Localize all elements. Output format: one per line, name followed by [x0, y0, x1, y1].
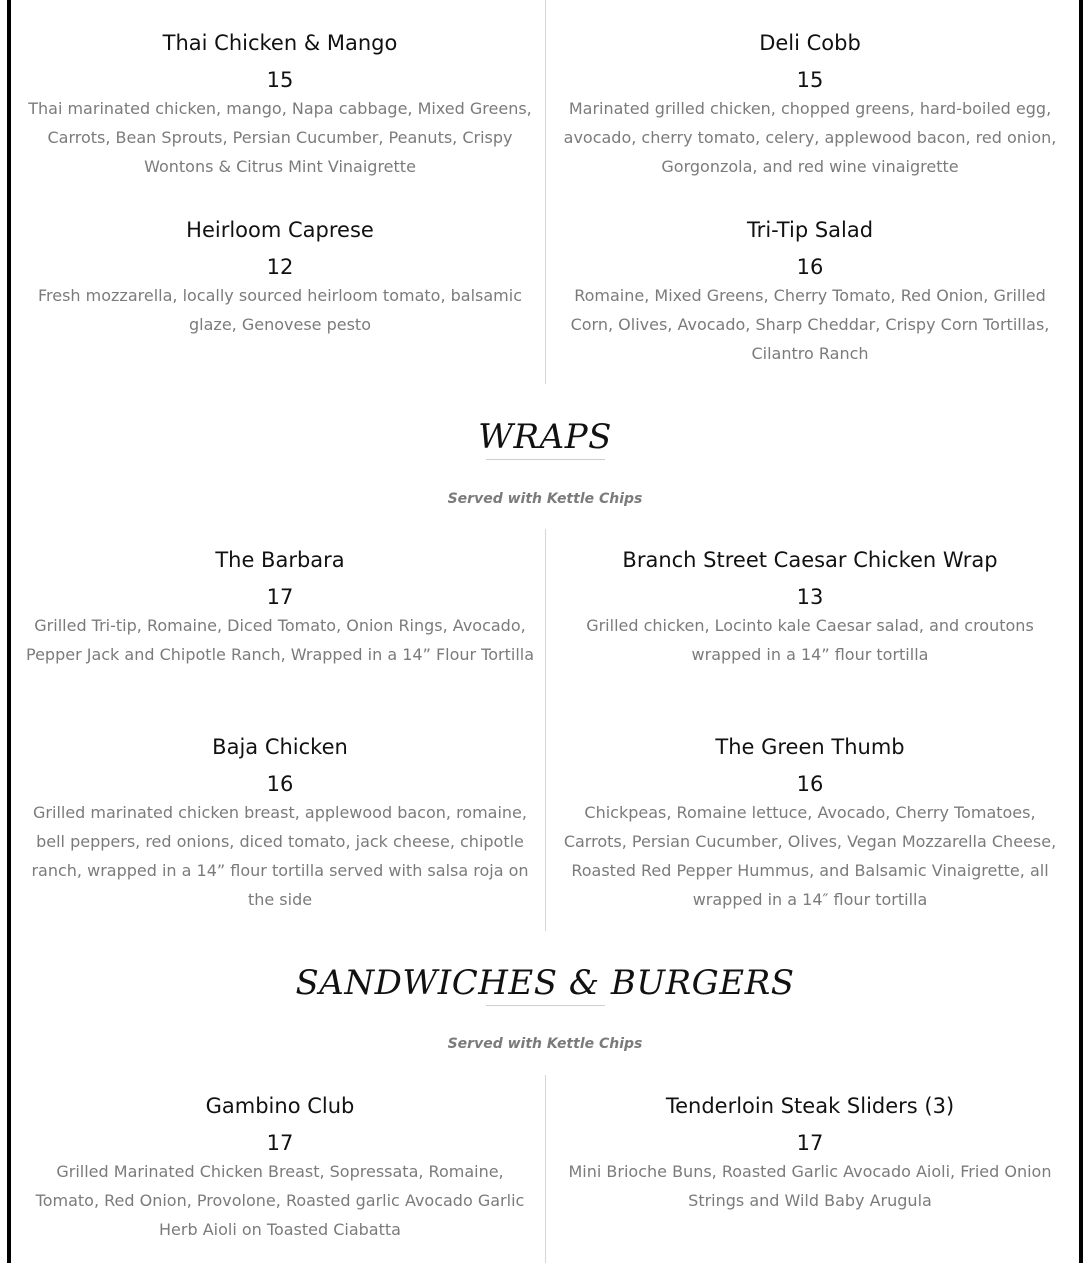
item-description: Mini Brioche Buns, Roasted Garlic Avocado Aioli, Fried Onion Strings and Wild Baby Arugula [568, 1162, 1052, 1210]
item-price: 16 [796, 772, 824, 796]
item-price: 13 [796, 585, 824, 609]
column-divider [545, 1075, 546, 1263]
menu-item [555, 547, 1065, 669]
item-description: Chickpeas, Romaine lettuce, Avocado, Cherry Tomatoes, Carrots, Persian Cucumber, Olives, Vegan Mozzarella Cheese, Roasted Red Pepper Hummus, and Balsamic Vinaigrette, all wrapped in a 14″ flour tortilla [563, 803, 1057, 909]
item-description: Grilled marinated chicken breast, applewood bacon, romaine, bell peppers, red onions, diced tomato, jack cheese, chipotle ranch, wrapped in a 14” flour tortilla served with salsa roja on the side [31, 803, 529, 909]
item-price: 15 [796, 68, 824, 92]
item-name: Thai Chicken & Mango [162, 31, 398, 55]
page-frame-right [1079, 0, 1083, 1263]
menu-item [25, 1093, 535, 1244]
menu-item [25, 217, 535, 339]
column-divider [545, 529, 546, 931]
item-description: Grilled Marinated Chicken Breast, Sopressata, Romaine, Tomato, Red Onion, Provolone, Roasted garlic Avocado Garlic Herb Aioli on Toasted Ciabatta [35, 1162, 525, 1239]
item-description: Grilled Tri-tip, Romaine, Diced Tomato, Onion Rings, Avocado, Pepper Jack and Chipotle Ranch, Wrapped in a 14” Flour Tortilla [25, 616, 535, 664]
item-name: Tenderloin Steak Sliders (3) [665, 1094, 955, 1118]
item-price: 16 [266, 772, 294, 796]
item-price: 17 [266, 1131, 294, 1155]
item-name: Heirloom Caprese [186, 218, 374, 242]
item-name: Baja Chicken [212, 735, 348, 759]
section-subtitle-sandwiches: Served with Kettle Chips [447, 1036, 643, 1052]
menu-item [25, 547, 535, 669]
item-name: Tri-Tip Salad [746, 218, 874, 242]
item-price: 16 [796, 255, 824, 279]
section-subtitle-wraps: Served with Kettle Chips [447, 491, 643, 507]
item-price: 12 [266, 255, 294, 279]
item-name: Gambino Club [205, 1094, 355, 1118]
item-name: Branch Street Caesar Chicken Wrap [622, 548, 998, 572]
item-description: Fresh mozzarella, locally sourced heirloom tomato, balsamic glaze, Genovese pesto [37, 286, 522, 334]
page-frame-left [7, 0, 11, 1263]
item-description: Thai marinated chicken, mango, Napa cabbage, Mixed Greens, Carrots, Bean Sprouts, Persian Cucumber, Peanuts, Crispy Wontons & Citrus Mint Vinaigrette [28, 99, 532, 176]
item-price: 17 [796, 1131, 824, 1155]
section-title-sandwiches-burgers: SANDWICHES & BURGERS [295, 963, 795, 1003]
item-name: The Barbara [215, 548, 345, 572]
column-divider [545, 0, 546, 384]
menu-item [555, 30, 1065, 181]
item-name: The Green Thumb [715, 735, 905, 759]
menu-item [555, 217, 1065, 368]
menu-item [555, 734, 1065, 914]
menu-item [555, 1093, 1065, 1215]
menu-item [25, 734, 535, 914]
item-description: Romaine, Mixed Greens, Cherry Tomato, Red Onion, Grilled Corn, Olives, Avocado, Sharp Cheddar, Crispy Corn Tortillas, Cilantro Ranch [570, 286, 1050, 363]
item-description: Grilled chicken, Locinto kale Caesar salad, and croutons wrapped in a 14” flour tortilla [586, 616, 1034, 664]
section-underline [486, 459, 605, 460]
item-price: 17 [266, 585, 294, 609]
item-description: Marinated grilled chicken, chopped greens, hard-boiled egg, avocado, cherry tomato, celery, applewood bacon, red onion, Gorgonzola, and red wine vinaigrette [563, 99, 1057, 176]
section-underline [486, 1005, 605, 1006]
menu-item [25, 30, 535, 181]
item-name: Deli Cobb [759, 31, 861, 55]
section-title-wraps: WRAPS [478, 417, 612, 457]
item-price: 15 [266, 68, 294, 92]
